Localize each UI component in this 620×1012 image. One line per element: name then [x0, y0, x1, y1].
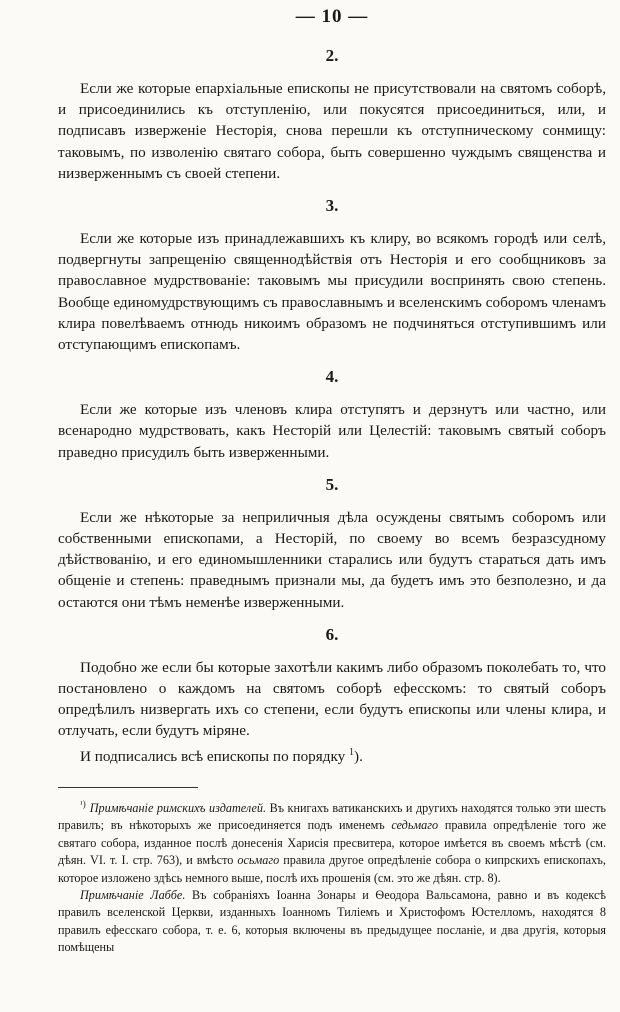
footnote-divider	[58, 787, 198, 788]
section-text-6: Подобно же если бы которые захотѣли какимъ либо образомъ поколебать то, что постановлено о каждомъ на святомъ соборѣ ефесскомъ: то святый соборъ опредѣлилъ низвергать ихъ со степени, если будутъ епископы или члены клира, и отлучать, если будутъ міряне.	[58, 658, 606, 740]
section-number-3: 3.	[325, 196, 339, 216]
closing-text: И подписались всѣ епископы по порядку	[80, 747, 346, 765]
footnote-label-labbe: Примѣчаніе Лаббе.	[80, 888, 186, 903]
footnote-italic-eighth: осьмаго	[237, 853, 280, 868]
footnote-reference[interactable]: 1	[349, 746, 355, 758]
closing-line	[58, 742, 606, 767]
section-text-2: Если же которые епархіальные епископы не присутствовали на святомъ соборѣ, и присоединились къ отступленію, или покусятся присоединиться, или, и подписавъ изверженіе Несторія, снова перешли къ отступническому сонмищу: таковымъ, по изволенію святаго собора, быть совершенно чуждымъ священства и низверженнымъ съ своей степени.	[58, 80, 606, 182]
footnote-label-roman: Примѣчаніе римскихъ издателей.	[89, 801, 267, 815]
section-number-6: 6.	[325, 624, 339, 644]
section-text-3: Если же которые изъ принадлежавшихъ къ клиру, во всякомъ городѣ или селѣ, подвергнуты запрещенію священнодѣйствія отъ Несторія и его сообщниковъ за православное мудрствованіе: таковымъ мы присудили воспринять свою степень. Вообще единомудрствующимъ съ православнымъ и вселенскимъ соборомъ членамъ клира повелѣваемъ отнюдь никоимъ образомъ не подчиняться отступившимъ или отступающимъ епископамъ.	[58, 230, 606, 354]
footnote-text-1b: правила опредѣленіе того же святаго собора, изданное послѣ донесенія Харисія пресвитера, которое имѣется въ своемъ мѣстѣ (см. дѣян. VI. т. I. стр. 763), и вмѣсто	[58, 818, 606, 868]
footnote-text-1c: правила другое опредѣленіе собора о кипрскихъ епископахъ, которое изложено здѣсь немного выше, послѣ ихъ прошенія (см. это же дѣян. стр. 8).	[58, 853, 606, 885]
section-number-2: 2.	[325, 46, 339, 65]
footnote-text-2: Въ собраніяхъ Іоанна Зонары и Ѳеодора Вальсамона, равно и въ кодексѣ правилъ вселенской Церкви, изданныхъ Іоанномъ Тиліемъ и Христофомъ Юстелломъ, находятся 8 правилъ ефесскаго собора, т. е. 6, которыя включены въ предыдущее посланіе, и два другія, которыя помѣщены	[58, 888, 606, 955]
section-number-4: 4.	[325, 367, 339, 387]
footnote-mark: ¹)	[80, 798, 86, 809]
footnote-paragraph-1	[58, 796, 606, 887]
section-number-5: 5.	[325, 474, 339, 494]
page-number: — 10 —	[295, 6, 369, 27]
section-text-4: Если же которые изъ членовъ клира отступятъ и дерзнутъ или частно, или всенародно мудрствовать, какъ Несторій или Целестій: таковымъ святый соборъ праведно присудилъ быть изверженными.	[58, 401, 606, 461]
footnote-text-1a: Въ книгахъ ватиканскихъ и другихъ находятся только эти шесть правилъ; въ нѣкоторыхъ же присоединяется подъ именемъ	[58, 801, 606, 833]
closing-end: ).	[354, 747, 363, 765]
footnote-paragraph-2	[58, 887, 606, 957]
section-text-5: Если же нѣкоторые за неприличныя дѣла осуждены святымъ соборомъ или собственными епископами, а Несторій, по своему во всемъ безразсудному дѣйствованію, и его единомышленники старались или будутъ стараться дать имъ общеніе и степень: праведнымъ признали мы, да будетъ имъ это безполезно, и да остаются они тѣмъ неменѣе изверженными.	[58, 508, 606, 611]
footnote-italic-seventh: седьмаго	[391, 818, 439, 833]
